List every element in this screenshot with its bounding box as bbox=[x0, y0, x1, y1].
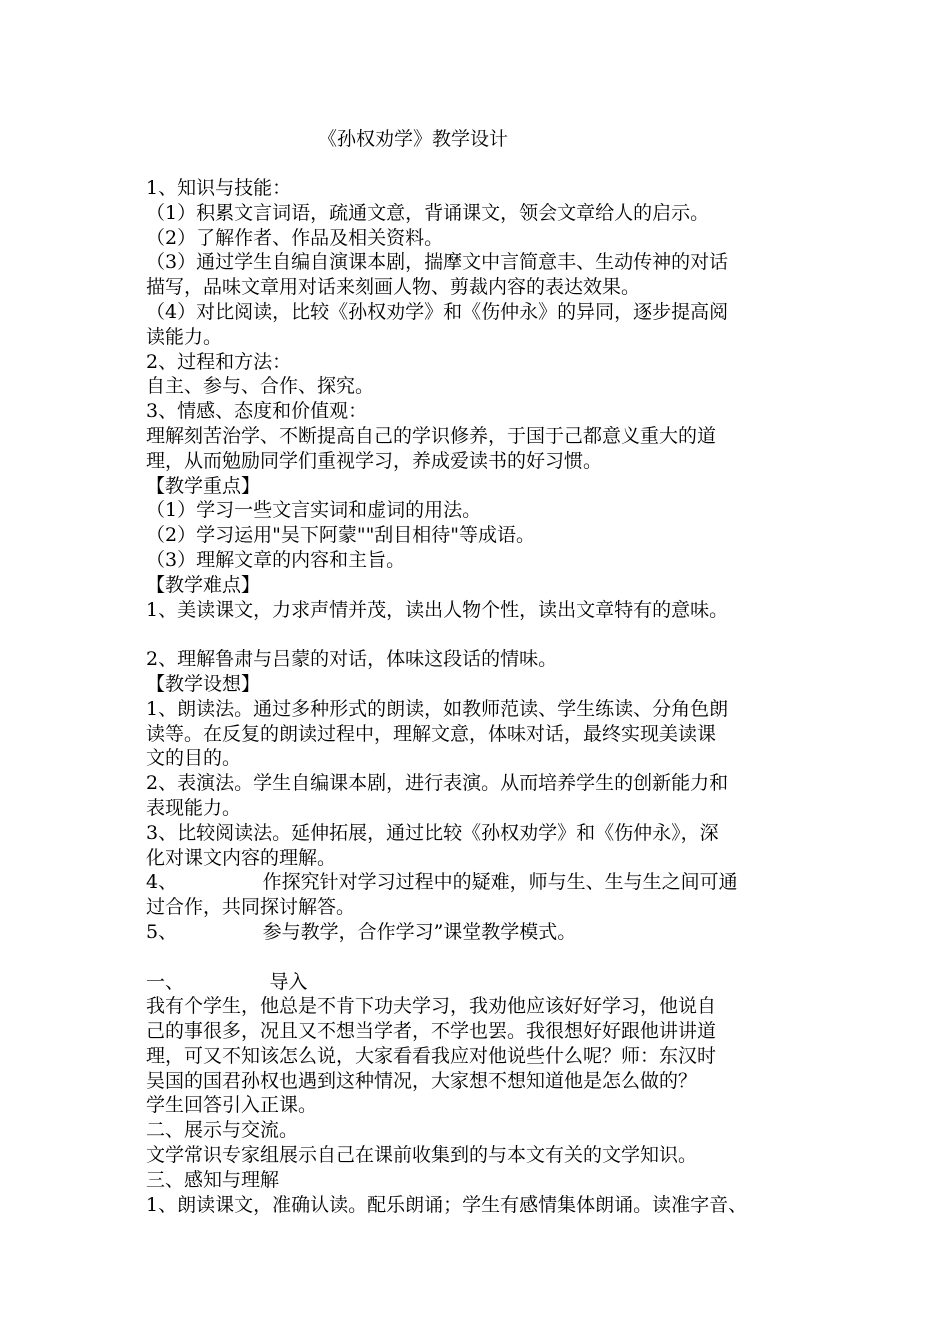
text-line: 3、比较阅读法。延伸拓展，通过比较《孙权劝学》和《伤仲永》，深 bbox=[146, 821, 719, 844]
text-line: 2、过程和方法： bbox=[146, 350, 292, 373]
text-line: 己的事很多，况且又不想当学者，不学也罢。我很想好好跟他讲讲道 bbox=[146, 1020, 717, 1043]
text-line: 1、朗读课文，准确认读。配乐朗诵；学生有感情集体朗诵。读准字音、 bbox=[146, 1193, 748, 1216]
text-line: 2、表演法。学生自编课本剧，进行表演。从而培养学生的创新能力和 bbox=[146, 772, 729, 795]
text-line: 文的目的。 bbox=[146, 747, 242, 770]
text-line: 表现能力。 bbox=[146, 796, 242, 819]
text-line: 理，可又不知该怎么说，大家看看我应对他说些什么呢？师：东汉时 bbox=[146, 1044, 717, 1067]
section-heading: 【教学重点】 bbox=[146, 474, 261, 497]
text-line: 学生回答引入正课。 bbox=[146, 1094, 318, 1117]
section-heading: 一、 导入 bbox=[146, 970, 308, 993]
text-line: 文学常识专家组展示自己在课前收集到的与本文有关的文学知识。 bbox=[146, 1144, 698, 1167]
text-line: 4、 作探究针对学习过程中的疑难，师与生、生与生之间可通 bbox=[146, 871, 738, 894]
text-line: 3、情感、态度和价值观： bbox=[146, 400, 368, 423]
text-line: （1）学习一些文言实词和虚词的用法。 bbox=[146, 499, 482, 522]
text-line: 2、理解鲁肃与吕蒙的对话，体味这段话的情味。 bbox=[146, 648, 558, 671]
text-line: 描写，品味文章用对话来刻画人物、剪裁内容的表达效果。 bbox=[146, 276, 641, 299]
text-line: 读等。在反复的朗读过程中，理解文意，体味对话，最终实现美读课 bbox=[146, 722, 717, 745]
text-line: （2）了解作者、作品及相关资料。 bbox=[146, 226, 444, 249]
blank-line bbox=[146, 622, 810, 647]
document-title: 《孙权劝学》教学设计 bbox=[318, 128, 509, 150]
section-heading: 【教学难点】 bbox=[146, 573, 261, 596]
text-line: 1、知识与技能： bbox=[146, 177, 292, 199]
text-line: 吴国的国君孙权也遇到这种情况，大家想不想知道他是怎么做的？ bbox=[146, 1069, 698, 1092]
text-line: 理解刻苦治学、不断提高自己的学识修养，于国于己都意义重大的道 bbox=[146, 424, 717, 447]
text-line: 5、 参与教学，合作学习”课堂教学模式。 bbox=[146, 920, 577, 943]
text-line: （2）学习运用"吴下阿蒙""刮目相待"等成语。 bbox=[146, 524, 536, 547]
text-line: 我有个学生，他总是不肯下功夫学习，我劝他应该好好学习，他说自 bbox=[146, 995, 717, 1018]
text-line: 过合作，共同探讨解答。 bbox=[146, 896, 356, 919]
document-body bbox=[146, 176, 810, 1217]
text-line: 理，从而勉励同学们重视学习，养成爱读书的好习惯。 bbox=[146, 449, 603, 472]
text-line: 自主、参与、合作、探究。 bbox=[146, 375, 375, 398]
section-heading: 二、展示与交流。 bbox=[146, 1119, 299, 1142]
text-line: （1）积累文言词语，疏通文意，背诵课文，领会文章给人的启示。 bbox=[146, 201, 710, 224]
section-heading: 三、感知与理解 bbox=[146, 1168, 280, 1191]
text-line: （4）对比阅读，比较《孙权劝学》和《伤仲永》的异同，逐步提高阅 bbox=[146, 300, 729, 323]
text-line: （3）理解文章的内容和主旨。 bbox=[146, 548, 406, 571]
blank-line bbox=[146, 945, 810, 970]
text-line: 1、美读课文，力求声情并茂，读出人物个性，读出文章特有的意味。 bbox=[146, 598, 729, 621]
text-line: （3）通过学生自编自演课本剧，揣摩文中言简意丰、生动传神的对话 bbox=[146, 251, 729, 274]
section-heading: 【教学设想】 bbox=[146, 672, 261, 695]
text-line: 化对课文内容的理解。 bbox=[146, 846, 337, 869]
text-line: 读能力。 bbox=[146, 325, 223, 348]
text-line: 1、朗读法。通过多种形式的朗读，如教师范读、学生练读、分角色朗 bbox=[146, 697, 729, 720]
